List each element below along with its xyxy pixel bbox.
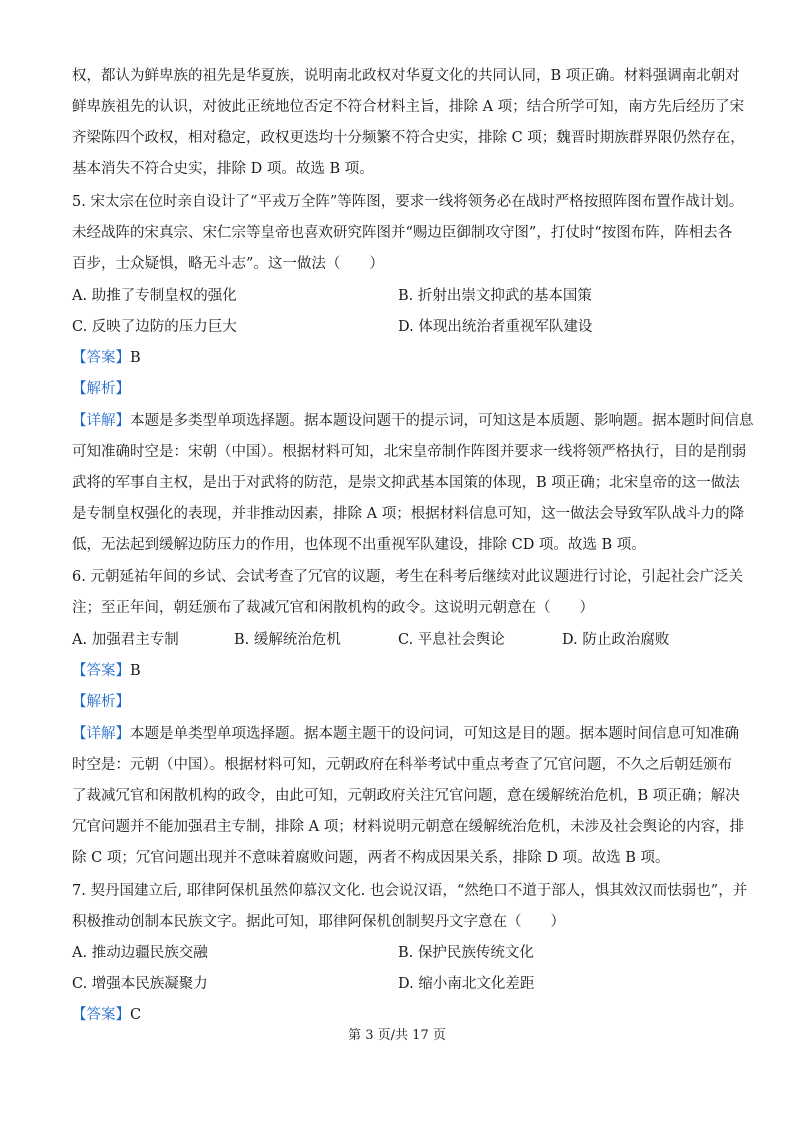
text-line: 鲜卑族祖先的认识，对彼此正统地位否定不符合材料主旨，排除 A 项；结合所学可知，南方先后经历了宋 [72, 99, 745, 115]
q5-option-c: C. 反映了边防的压力巨大 [72, 319, 237, 335]
q6-option-b: B. 缓解统治危机 [234, 632, 341, 648]
q6-detail-line [72, 724, 739, 744]
q6-stem-line: 6. 元朝延祐年间的乡试、会试考查了冗官的议题，考生在科考后继续对此议题进行讨论，引起社会广泛关 [72, 569, 743, 585]
q6-stem-line: 注；至正年间，朝廷颁布了裁减冗官和闲散机构的政令。这说明元朝意在（ ） [72, 600, 594, 616]
q7-stem-line: 7. 契丹国建立后, 耶律阿保机虽然仰慕汉文化. 也会说汉语，“然绝口不道于部人，惧其效汉而怯弱也”，并 [72, 883, 748, 899]
q5-option-b: B. 折射出崇文抑武的基本国策 [398, 288, 592, 304]
q7-option-c: C. 增强本民族凝聚力 [72, 976, 208, 992]
q5-detail-line: 武将的军事自主权，是出于对武将的防范，是崇文抑武基本国策的体现，B 项正确；北宋皇帝的这一做法 [72, 475, 740, 491]
answer-tag: 【答案】 [72, 663, 130, 679]
q5-detail-line [72, 411, 754, 431]
answer-value: C [130, 1007, 142, 1023]
q6-detail-line: 冗官问题并不能加强君主专制，排除 A 项；材料说明元朝意在缓解统治危机，未涉及社会舆论的内容，排 [72, 819, 745, 835]
q6-detail-line: 了裁减冗官和闲散机构的政令，由此可知，元朝政府关注冗官问题，意在缓解统治危机，B 项正确；解决 [72, 788, 740, 804]
detail-text: 本题是单类型单项选择题。据本题主题干的设问词，可知这是目的题。据本题时间信息可知准确 [130, 726, 739, 742]
q5-stem-line: 5. 宋太宗在位时亲自设计了“平戎万全阵”等阵图，要求一线将领务必在战时严格按照阵图布置作战计划。 [72, 194, 744, 210]
detail-tag: 【详解】 [72, 413, 130, 429]
analysis-tag: 【解析】 [72, 381, 130, 397]
q6-option-a: A. 加强君主专制 [72, 632, 179, 648]
q5-analysis-heading [72, 379, 732, 399]
answer-tag: 【答案】 [72, 1007, 130, 1023]
q6-analysis-heading [72, 692, 732, 712]
q5-stem-line: 百步，士众疑惧，略无斗志”。这一做法（ ） [72, 256, 384, 272]
q5-option-d: D. 体现出统治者重视军队建设 [398, 319, 593, 335]
detail-text: 本题是多类型单项选择题。据本题设问题干的提示词，可知这是本质题、影响题。据本题时间信息 [130, 413, 754, 429]
q5-answer [72, 348, 732, 368]
q7-option-d: D. 缩小南北文化差距 [398, 976, 535, 992]
text-line: 齐梁陈四个政权，相对稳定，政权更迭均十分频繁不符合史实，排除 C 项；魏晋时期族群界限仍然存在， [72, 130, 745, 146]
q6-option-d: D. 防止政治腐败 [562, 632, 670, 648]
q6-detail-line: 时空是：元朝（中国）。根据材料可知，元朝政府在科举考试中重点考查了冗官问题，不久之后朝廷颁布 [72, 757, 732, 773]
q7-stem-line: 积极推动创制本民族文字。据此可知，耶律阿保机创制契丹文字意在（ ） [72, 914, 565, 930]
text-line: 基本消失不符合史实，排除 D 项。故选 B 项。 [72, 161, 374, 177]
q6-option-c: C. 平息社会舆论 [398, 632, 505, 648]
q5-detail-line: 是专制皇权强化的表现，并非推动因素，排除 A 项；根据材料信息可知，这一做法会导致军队战斗力的降 [72, 506, 745, 522]
q7-option-a: A. 推动边疆民族交融 [72, 945, 208, 961]
page-footer: 第 3 页/共 17 页 [348, 1028, 446, 1043]
answer-tag: 【答案】 [72, 350, 130, 366]
text-line: 权，都认为鲜卑族的祖先是华夏族，说明南北政权对华夏文化的共同认同，B 项正确。材料强调南北朝对 [72, 68, 740, 84]
q5-detail-line: 可知准确时空是：宋朝（中国）。根据材料可知，北宋皇帝制作阵图并要求一线将领严格执行，目的是削弱 [72, 444, 747, 460]
answer-value: B [130, 350, 141, 366]
q5-option-a: A. 助推了专制皇权的强化 [72, 288, 237, 304]
q5-stem-line: 未经战阵的宋真宗、宋仁宗等皇帝也喜欢研究阵图并“赐边臣御制攻守图”，打仗时“按图布阵，阵相去各 [72, 225, 733, 241]
detail-tag: 【详解】 [72, 726, 130, 742]
analysis-tag: 【解析】 [72, 694, 130, 710]
answer-value: B [130, 663, 141, 679]
q7-answer [72, 1005, 732, 1025]
q5-detail-line: 低，无法起到缓解边防压力的作用，也体现不出重视军队建设，排除 CD 项。故选 B 项。 [72, 537, 646, 553]
q6-answer [72, 661, 732, 681]
q7-option-b: B. 保护民族传统文化 [398, 945, 534, 961]
q6-detail-line: 除 C 项；冗官问题出现并不意味着腐败问题，两者不构成因果关系，排除 D 项。故选 B 项。 [72, 850, 670, 866]
